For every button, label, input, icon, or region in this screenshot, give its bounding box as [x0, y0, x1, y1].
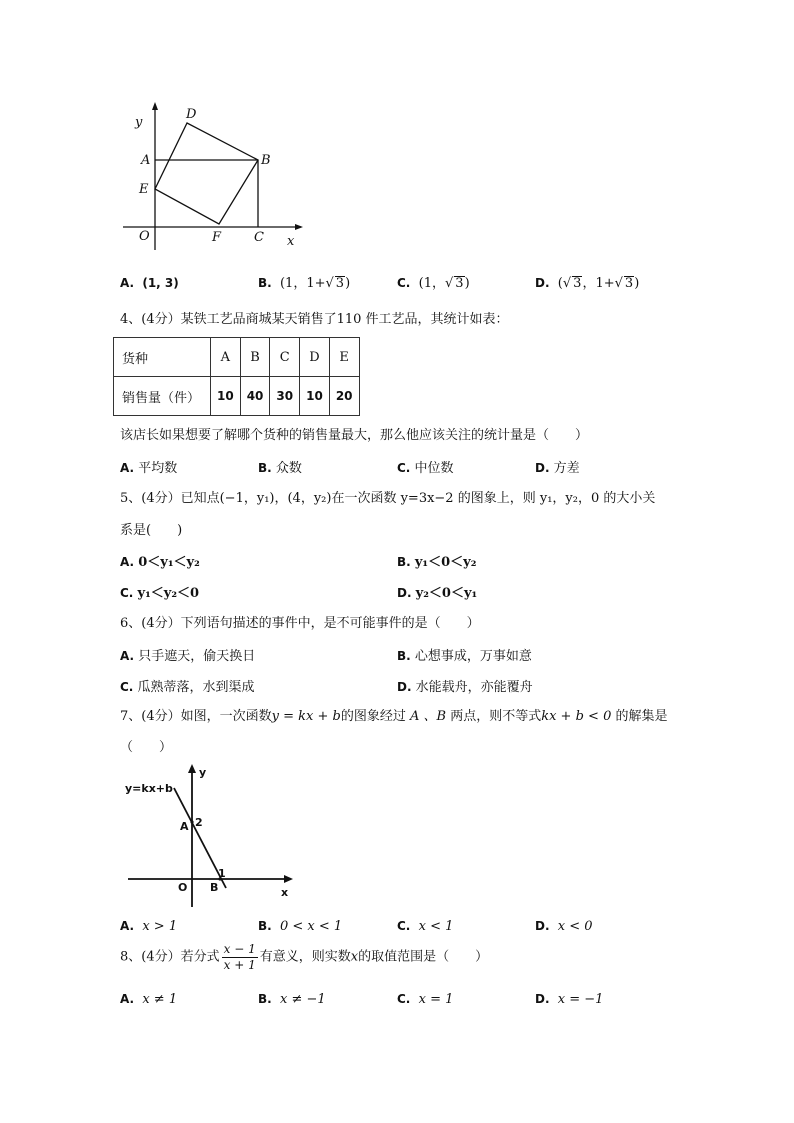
q7-stem-line2: （ ） [120, 740, 173, 755]
label-b: B [210, 881, 219, 894]
q4-option-c[interactable]: C. 中位数 [397, 461, 454, 476]
q6-option-c[interactable]: C. 瓜熟蒂落，水到渠成 [120, 680, 255, 695]
table-cell: E [329, 338, 359, 377]
label-o: O [139, 229, 150, 244]
y-axis-arrow-icon [188, 764, 196, 773]
q6-stem: 6、(4分）下列语句描述的事件中，是不可能事件的是（ ） [120, 616, 480, 631]
x-axis-arrow-icon [284, 875, 293, 883]
q6-option-d[interactable]: D. 水能载舟，亦能覆舟 [397, 680, 533, 695]
label-y: y [199, 766, 207, 779]
y-axis-arrow-icon [152, 102, 158, 110]
square-defb [155, 123, 258, 224]
q7-option-d[interactable]: D. x < 0 [535, 919, 593, 934]
q5-stem-line1: 5、(4分）已知点(−1，y₁)，(4，y₂)在一次函数 y=3x−2 的图象上，则 y₁，y₂，0 的大小关 [120, 491, 656, 506]
q3-option-a[interactable]: A. (1, 3) [120, 276, 179, 290]
table-cell: 20 [329, 377, 359, 416]
label-two: 2 [195, 816, 203, 829]
q6-option-a[interactable]: A. 只手遮天，偷天换日 [120, 649, 256, 664]
q5-option-a[interactable]: A. 0＜y₁＜y₂ [120, 555, 200, 570]
q3-option-c[interactable]: C. (1，√ 3) [397, 276, 470, 291]
table-cell: 40 [240, 377, 270, 416]
label-function: y=kx+b [125, 782, 173, 795]
q4-option-a[interactable]: A. 平均数 [120, 461, 178, 476]
q4-stem: 4、(4分）某铁工艺品商城某天销售了110 件工艺品，其统计如表： [120, 312, 509, 327]
q5-stem-line2: 系是( ) [120, 523, 183, 538]
label-a: A [141, 153, 151, 168]
table-cell: A [211, 338, 241, 377]
q4-option-d[interactable]: D. 方差 [535, 461, 580, 476]
q4-option-b[interactable]: B. 众数 [258, 461, 302, 476]
fraction: $\frac{x - 1}{x + 1}$ [223, 942, 256, 972]
table-cell: C [270, 338, 300, 377]
q6-option-b[interactable]: B. 心想事成，万事如意 [397, 649, 532, 664]
q8-option-d[interactable]: D. x = −1 [535, 992, 604, 1007]
q5-option-b[interactable]: B. y₁＜0＜y₂ [397, 555, 477, 570]
table-cell: 10 [211, 377, 241, 416]
label-o: O [178, 881, 188, 894]
label-x: x [287, 234, 295, 249]
table-cell: 10 [300, 377, 330, 416]
table-cell: B [240, 338, 270, 377]
q3-option-b[interactable]: B. (1，1+√ 3) [258, 276, 351, 291]
point-a [190, 820, 193, 823]
table-row-label: 销售量（件） [114, 377, 211, 416]
table-cell: 30 [270, 377, 300, 416]
label-f: F [212, 230, 222, 245]
label-x: x [281, 886, 289, 899]
q7-stem: 7、(4分）如图，一次函数y = kx + b的图象经过 A 、B 两点，则不等式kx + b < 0 的解集是 [120, 709, 668, 724]
q4-sales-table [113, 337, 360, 416]
label-e: E [139, 182, 149, 197]
x-axis-arrow-icon [295, 224, 303, 230]
q3-option-d[interactable]: D. (√ 3，1+√ 3) [535, 276, 640, 291]
label-y: y [135, 115, 143, 130]
q8-option-b[interactable]: B. x ≠ −1 [258, 992, 326, 1007]
figure-coordinate-square [115, 100, 315, 255]
q8-stem: 8、(4分）若分式 $\frac{x - 1}{x + 1}$ 有意义，则实数x的取值范围是（ ） [120, 942, 489, 972]
label-one: 1 [218, 867, 226, 880]
label-c: C [254, 230, 264, 245]
q7-option-b[interactable]: B. 0 < x < 1 [258, 919, 343, 934]
q8-option-a[interactable]: A. x ≠ 1 [120, 992, 178, 1007]
label-a: A [180, 820, 189, 833]
q4-question: 该店长如果想要了解哪个货种的销售量最大，那么他应该关注的统计量是（ ） [120, 428, 589, 443]
table-header-label: 货种 [114, 338, 211, 377]
label-b: B [261, 153, 271, 168]
table-row [114, 338, 360, 377]
table-cell: D [300, 338, 330, 377]
q5-option-d[interactable]: D. y₂＜0＜y₁ [397, 586, 478, 601]
q7-option-c[interactable]: C. x < 1 [397, 919, 454, 934]
q7-option-a[interactable]: A. x > 1 [120, 919, 178, 934]
label-d: D [186, 107, 197, 122]
q8-option-c[interactable]: C. x = 1 [397, 992, 454, 1007]
table-row [114, 377, 360, 416]
q5-option-c[interactable]: C. y₁＜y₂＜0 [120, 586, 200, 601]
figure-linear-function [122, 762, 300, 912]
